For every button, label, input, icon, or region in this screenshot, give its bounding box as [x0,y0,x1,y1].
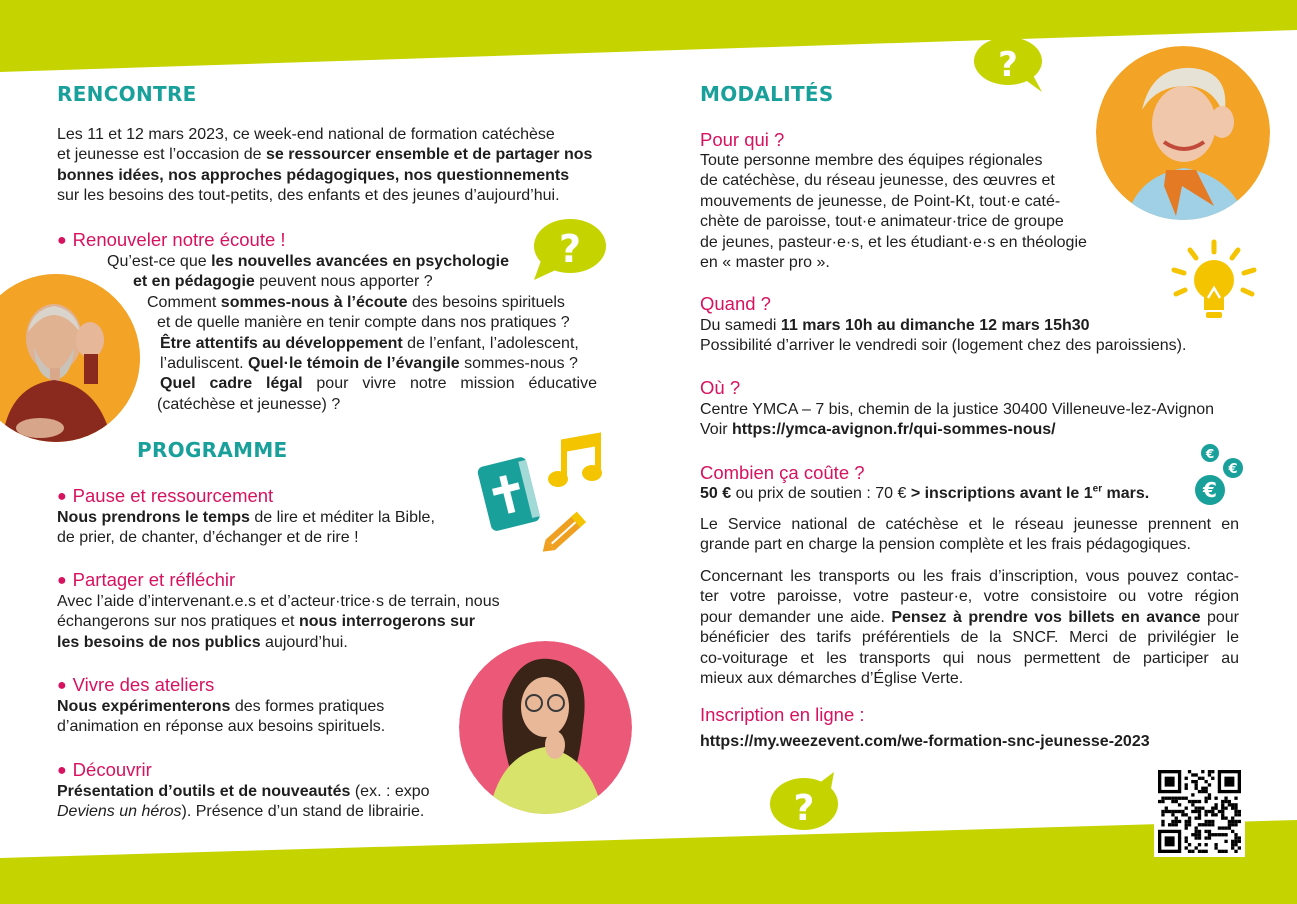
ou-heading: Où ? [700,377,741,398]
qr-code-graphic [1158,770,1241,853]
svg-text:?: ? [793,788,815,829]
cout-price: 50 € ou prix de soutien : 70 € > inscriptions avant le 1er mars. [700,483,1150,502]
programme-heading-ateliers: ● Vivre des ateliers [57,674,214,696]
quand-heading: Quand ? [700,293,771,314]
programme-text-decouvrir: Présentation d’outils et de nouveautés (ex. : expo Deviens un héros). Présence d’un stand de librairie. [57,783,430,821]
cout-transports: Concernant les transports ou les frais d’inscription, vous pouvez contac- ter votre paroisse, votre pasteur·e, votre consistoire ou votre région pour demander une aide. Pensez à prendre vos billets en avance pour bénéficier des tarifs préférentiels de la SNCF. Merci de privilégier le co-voiturage et les transports qui nous permettent de participer au mieux aux démarches d’Église Verte. [700,568,1240,688]
ecoute-heading: ● Renouveler notre écoute ! [57,229,286,251]
programme-heading-partager: ● Partager et réfléchir [57,569,235,591]
svg-text:?: ? [558,227,582,271]
bible-icon [474,455,544,540]
inscription-url[interactable]: https://my.weezevent.com/we-formation-snc-jeunesse-2023 [700,733,1150,750]
ecoute-text: Qu’est-ce que les nouvelles avancées en psychologie et en pédagogie peuvent nous apporter ? Comment sommes-nous à l’écoute des besoins spirituels et de quelle manière en tenir compte dans nos pratiques ? Être attentifs au développement de l’enfant, l’adolescent, l’aduliscent. Quel·le témoin de l’évangile sommes-nous ? Quel cadre légal pour vivre notre mission éducative (catéchèse et jeunesse) ? [107,253,597,413]
cout-prise-en-charge: Le Service national de catéchèse et le réseau jeunesse prennent en grande part en charge la pension complète et les frais pédagogiques. [700,516,1239,554]
svg-text:€: € [1205,447,1215,461]
top-banner [0,0,1297,80]
programme-heading-pause: ● Pause et ressourcement [57,485,273,507]
question-bubble-bottom-icon [768,770,842,837]
svg-text:?: ? [998,45,1018,85]
programme-text-pause: Nous prendrons le temps de lire et méditer la Bible, de prier, de chanter, d’échanger et de rire ! [57,509,435,547]
pencil-icon [536,505,594,566]
programme-heading-decouvrir: ● Découvrir [57,759,152,781]
rencontre-intro: Les 11 et 12 mars 2023, ce week-end national de formation catéchèse et jeunesse est l’occasion de se ressourcer ensemble et de partager nos bonnes idées, nos approches pédagogiques, nos questionnements sur les besoins des tout-petits, des enfants et des jeunes d’aujourd’hui. [57,126,593,205]
svg-text:€: € [1228,462,1238,477]
qr-code[interactable] [1154,766,1245,857]
ymca-link[interactable]: https://ymca-avignon.fr/qui-sommes-nous/ [732,421,1056,439]
woman-thinking-photo [459,641,632,814]
pourqui-heading: Pour qui ? [700,129,785,150]
modalites-title: MODALITÉS [700,82,834,106]
pourqui-text: Toute personne membre des équipes régionales de catéchèse, du réseau jeunesse, des œuvres et mouvements de jeunesse, de Point-Kt, tout·e caté- chète de paroisse, tout·e animateur·trice de groupe de jeunes, pasteur·e·s, et les étudiant·e·s en théologie en « master pro ». [700,152,1087,272]
programme-title: PROGRAMME [137,438,288,462]
question-bubble-top-icon [972,36,1046,99]
euro-coins-icon [1188,442,1248,513]
woman-listening-photo [1096,46,1270,220]
svg-text:€: € [1203,478,1217,502]
inscription-heading: Inscription en ligne : [700,704,865,725]
rencontre-title: RENCONTRE [57,82,197,106]
ou-text: Centre YMCA – 7 bis, chemin de la justice 30400 Villeneuve-lez-Avignon Voir https://ymca-avignon.fr/qui-sommes-nous/ [700,401,1215,439]
cout-heading: Combien ça coûte ? [700,462,865,483]
quand-text: Du samedi 11 mars 10h au dimanche 12 mars 15h30 Possibilité d’arriver le vendredi soir (logement chez des paroissiens). [700,317,1187,355]
programme-text-ateliers: Nous expérimenterons des formes pratiques d’animation en réponse aux besoins spirituels. [57,698,386,736]
programme-text-partager: Avec l’aide d’intervenant.e.s et d’acteur·trice·s de terrain, nous échangerons sur nos pratiques et nous interrogerons sur les besoins de nos publics aujourd’hui. [57,593,500,651]
music-note-icon [548,432,604,495]
